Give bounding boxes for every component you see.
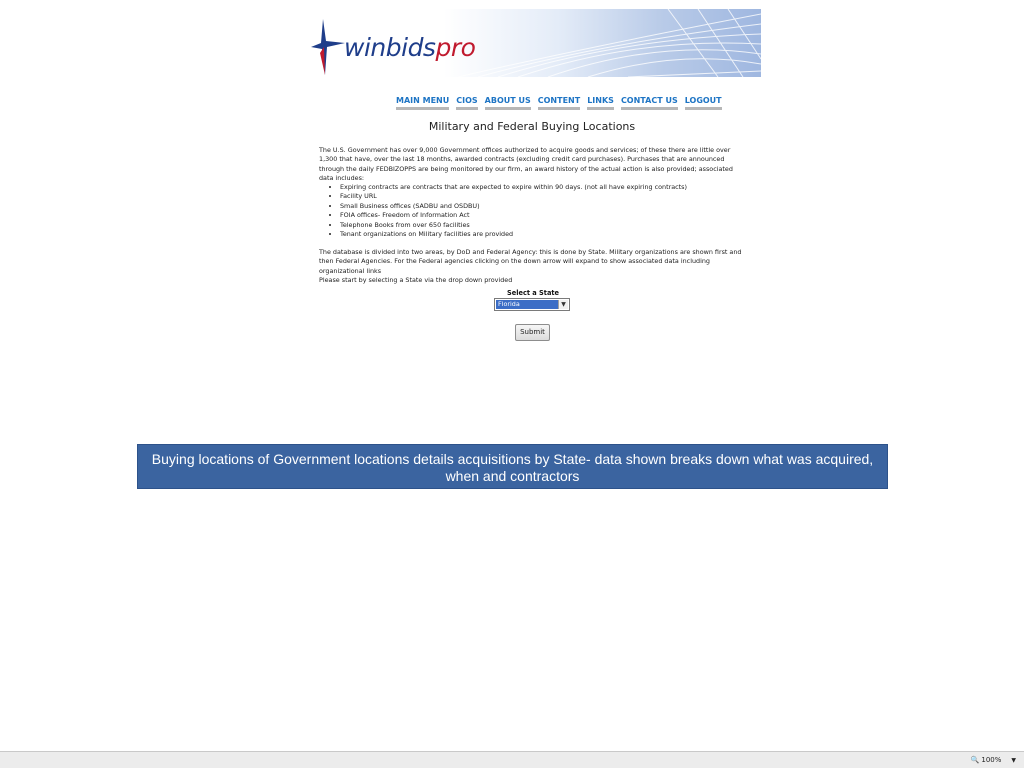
nav-main-menu[interactable]: MAIN MENU <box>396 96 449 110</box>
header-banner <box>308 9 761 77</box>
list-item: • Tenant organizations on Military facilities are provided <box>340 230 687 239</box>
database-paragraph <box>319 248 749 286</box>
list-item: • Expiring contracts are contracts that are expected to expire within 90 days. (not all have expiring contracts) <box>340 183 687 192</box>
zoom-control[interactable] <box>971 754 1016 767</box>
page-title: Military and Federal Buying Locations <box>428 120 636 133</box>
main-nav <box>396 88 729 104</box>
list-item: • Facility URL <box>340 192 687 201</box>
nav-content[interactable]: CONTENT <box>538 96 580 110</box>
list-item: • Small Business offices (SADBU and OSDBU) <box>340 202 687 211</box>
banner-graphic <box>458 9 761 77</box>
data-includes-list <box>329 183 687 239</box>
instruction-text: Please start by selecting a State via the drop down provided <box>319 276 513 285</box>
nav-contact-us[interactable]: CONTACT US <box>621 96 678 110</box>
intro-paragraph: The U.S. Government has over 9,000 Government offices authorized to acquire goods and services; of these there are little over 1,300 that have, over the last 18 months, awarded contracts (excluding credit card purchases). Purchases that are announced through the daily FEDBIZOPPS are being monitored by our firm, an award history of the actual action is also provided; associated data includes: <box>319 146 733 183</box>
chevron-down-icon[interactable]: ▼ <box>1011 757 1016 764</box>
submit-button[interactable]: Submit <box>515 324 550 341</box>
nav-links[interactable]: LINKS <box>587 96 614 110</box>
nav-about-us[interactable]: ABOUT US <box>485 96 531 110</box>
chevron-down-icon[interactable]: ▼ <box>558 300 568 309</box>
caption-box: Buying locations of Government locations details acquisitions by State- data shown breaks down what was acquired, when and contractors <box>137 444 888 489</box>
select-state-label: Select a State <box>506 289 560 297</box>
zoom-icon: 🔍 <box>970 756 980 764</box>
selected-state-value: Florida <box>496 300 558 309</box>
zoom-level: 100% <box>981 756 1002 764</box>
list-item: • FOIA offices- Freedom of Information Act <box>340 211 687 220</box>
list-item: • Telephone Books from over 650 facilities <box>340 221 687 230</box>
browser-status-bar <box>0 751 1024 768</box>
logo-star-icon <box>309 17 349 77</box>
nav-logout[interactable]: LOGOUT <box>685 96 722 110</box>
nav-cios[interactable]: CIOS <box>456 96 477 110</box>
database-text: The database is divided into two areas, by DoD and Federal Agency: this is done by State. Military organizations are shown first and then Federal Agencies. For the Federal agencies clicking on the down arrow will expand to show associated data including organizational links <box>319 248 742 275</box>
logo-wordmark: winbidspro <box>344 33 476 62</box>
state-dropdown[interactable] <box>494 298 570 311</box>
